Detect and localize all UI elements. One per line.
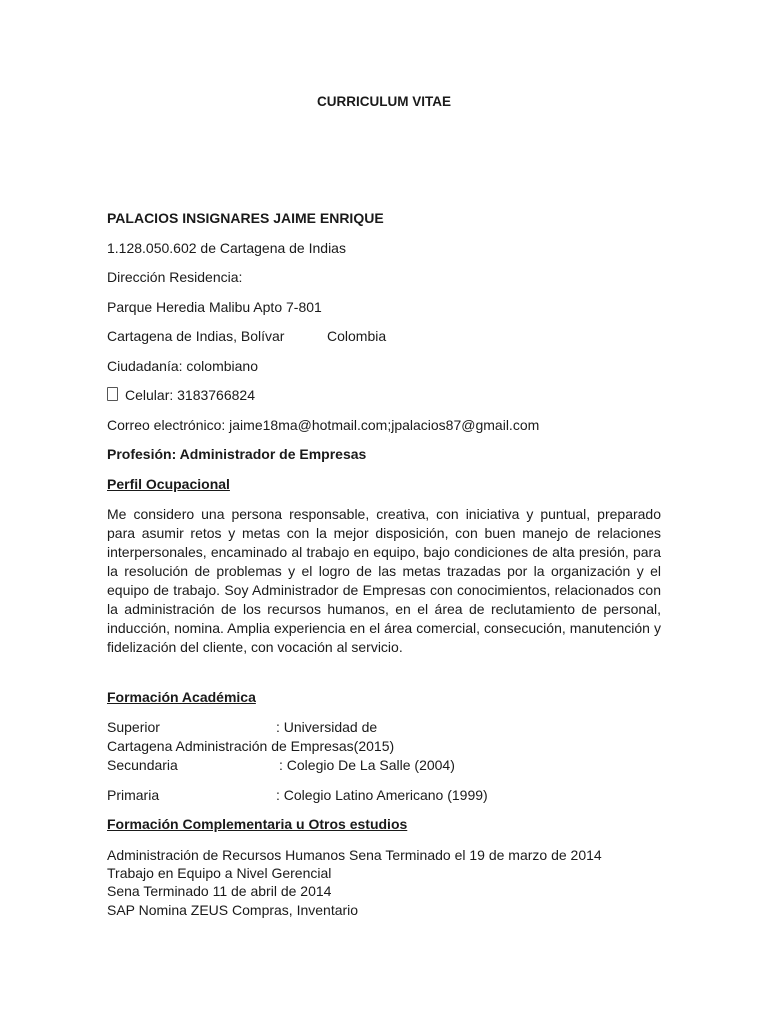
phone-text: Celular: 3183766824: [125, 387, 255, 403]
complementary-item: Sena Terminado 11 de abril de 2014: [107, 883, 332, 899]
education-secundaria-label: Secundaria: [107, 757, 178, 773]
candidate-name: PALACIOS INSIGNARES JAIME ENRIQUE: [107, 210, 384, 226]
education-primaria-label: Primaria: [107, 787, 160, 803]
education-secundaria-value: : Colegio De La Salle (2004): [279, 757, 455, 773]
education-superior-label: Superior: [107, 719, 160, 735]
id-line: 1.128.050.602 de Cartagena de Indias: [107, 240, 346, 256]
profession: Profesión: Administrador de Empresas: [107, 446, 367, 462]
complementary-item: Administración de Recursos Humanos Sena Terminado el 19 de marzo de 2014: [107, 847, 602, 863]
citizenship: Ciudadanía: colombiano: [107, 358, 258, 374]
complementary-item: Trabajo en Equipo a Nivel Gerencial: [107, 865, 332, 881]
country: Colombia: [327, 328, 387, 344]
education-superior-value: : Universidad de: [276, 719, 378, 735]
education-heading: Formación Académica: [107, 689, 256, 705]
phone-line: [107, 387, 255, 404]
complementary-item: SAP Nomina ZEUS Compras, Inventario: [107, 902, 359, 918]
phone-icon: [107, 387, 118, 401]
complementary-heading: Formación Complementaria u Otros estudios: [107, 816, 408, 832]
education-primaria-value: : Colegio Latino Americano (1999): [276, 787, 488, 803]
address-label: Dirección Residencia:: [107, 269, 243, 285]
profile-text: Me considero una persona responsable, creativa, con iniciativa y puntual, preparado para asumir retos y metas con la mejor disposición, con buen manejo de relaciones interpersonales, encaminado al trabajo en equipo, bajo condiciones de alta presión, para la resolución de problemas y el logro de las metas trazadas por la organización y el equipo de trabajo. Soy Administrador de Empresas con conocimientos, relacionados con la administración de los recursos humanos, en el área de reclutamiento de personal, inducción, nomina. Amplia experiencia en el área comercial, consecución, manutención y fidelización del cliente, con vocación al servicio.: [107, 506, 661, 655]
city: Cartagena de Indias, Bolívar: [107, 328, 285, 344]
education-superior-continuation: Cartagena Administración de Empresas(2015): [107, 738, 395, 754]
profile-heading: Perfil Ocupacional: [107, 476, 230, 492]
document-title: CURRICULUM VITAE: [317, 94, 451, 109]
address: Parque Heredia Malibu Apto 7-801: [107, 299, 322, 315]
email-line: Correo electrónico: jaime18ma@hotmail.com;jpalacios87@gmail.com: [107, 417, 540, 433]
